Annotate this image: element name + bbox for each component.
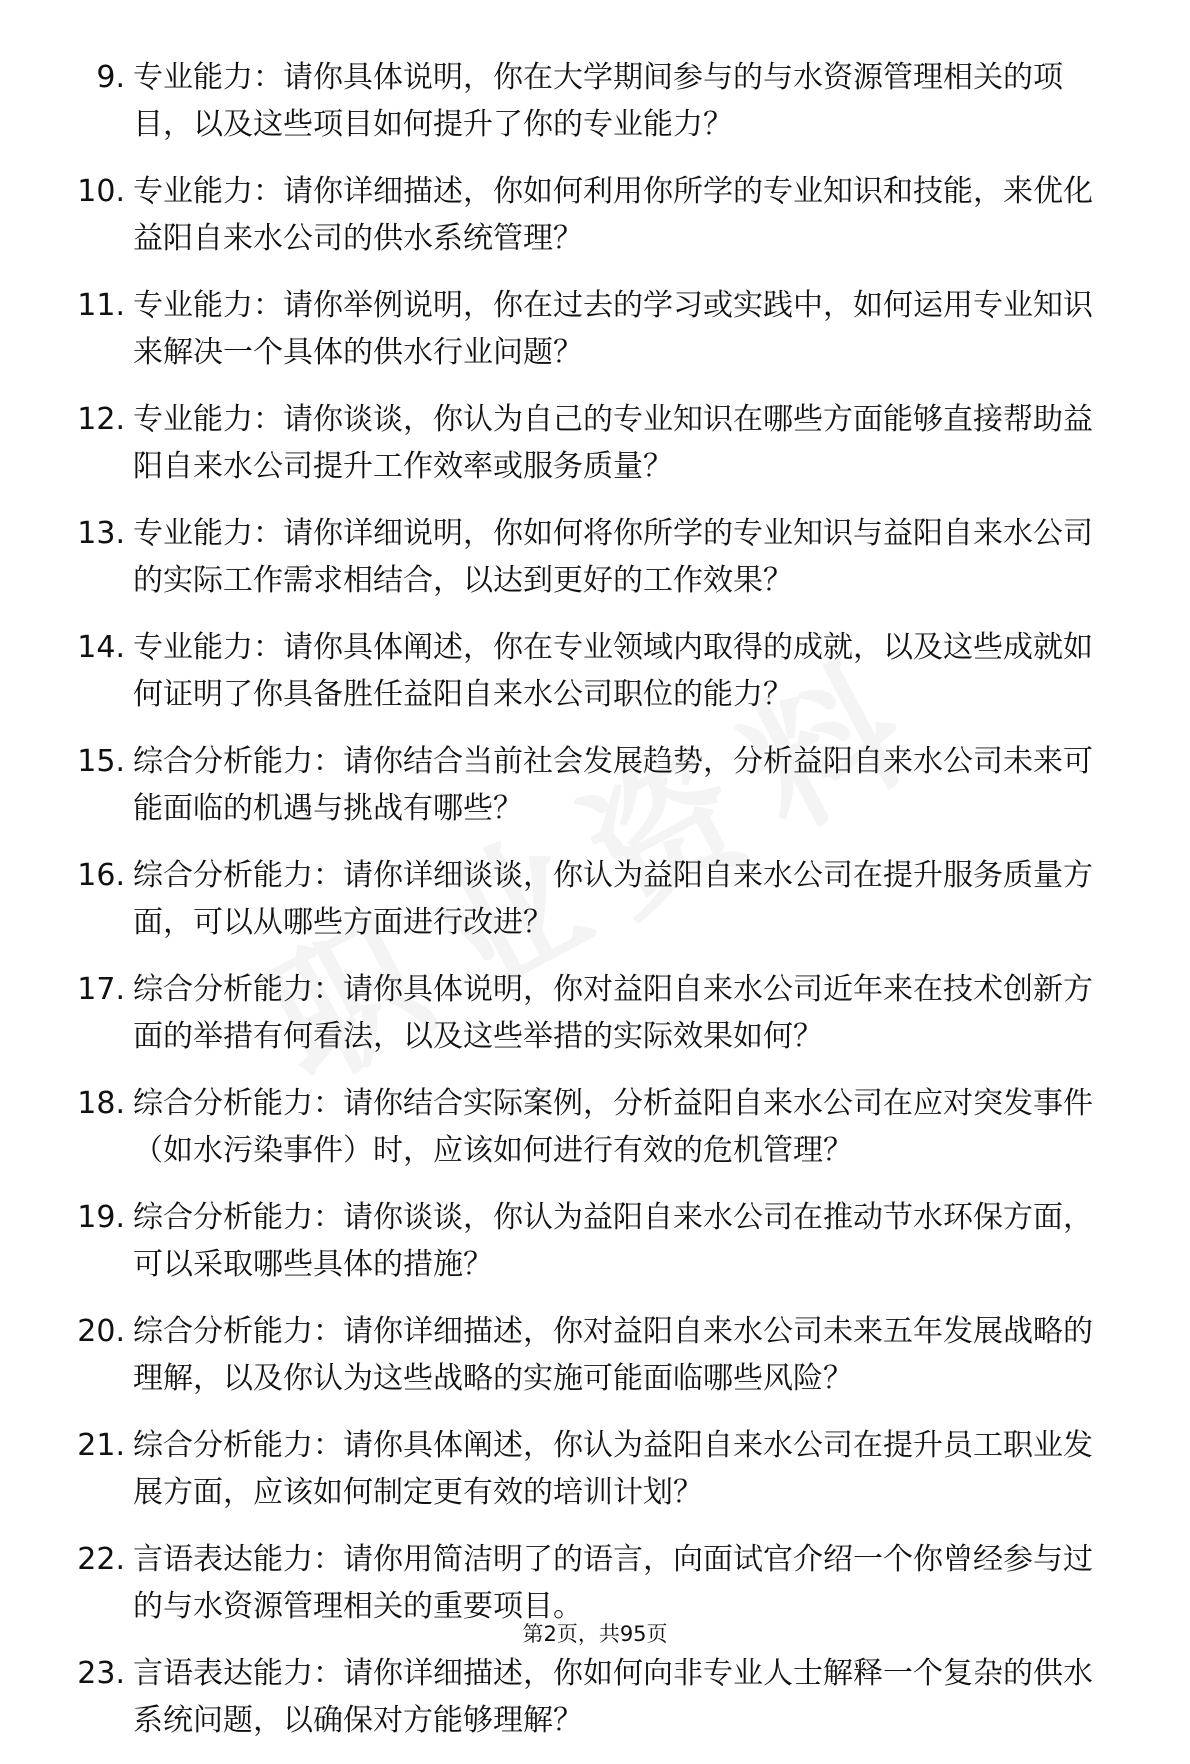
question-number: 13. xyxy=(77,516,125,551)
question-item-19 xyxy=(60,1194,1120,1308)
question-text: 综合分析能力：请你谈谈，你认为益阳自来水公司在推动节水环保方面，可以采取哪些具体的措施？ xyxy=(133,1200,1093,1282)
question-text: 专业能力：请你具体说明，你在大学期间参与的与水资源管理相关的项目，以及这些项目如何提升了你的专业能力？ xyxy=(133,60,1063,142)
question-number: 23. xyxy=(77,1656,125,1691)
page-footer: 第2页，共95页 xyxy=(522,1622,668,1646)
question-text: 综合分析能力：请你具体说明，你对益阳自来水公司近年来在技术创新方面的举措有何看法，以及这些举措的实际效果如何？ xyxy=(133,972,1093,1054)
question-number: 9. xyxy=(96,60,125,95)
question-item-10 xyxy=(60,168,1120,282)
question-item-12 xyxy=(60,396,1120,510)
question-item-17 xyxy=(60,966,1120,1080)
question-text: 专业能力：请你具体阐述，你在专业领域内取得的成就，以及这些成就如何证明了你具备胜任益阳自来水公司职位的能力？ xyxy=(133,630,1093,712)
question-text: 专业能力：请你详细说明，你如何将你所学的专业知识与益阳自来水公司的实际工作需求相结合，以达到更好的工作效果？ xyxy=(133,516,1093,598)
question-item-21 xyxy=(60,1422,1120,1536)
question-number: 18. xyxy=(77,1086,125,1121)
question-number: 14. xyxy=(77,630,125,665)
question-item-18 xyxy=(60,1080,1120,1194)
question-number: 11. xyxy=(77,288,125,323)
question-item-16 xyxy=(60,852,1120,966)
question-text: 综合分析能力：请你具体阐述，你认为益阳自来水公司在提升员工职业发展方面，应该如何制定更有效的培训计划？ xyxy=(133,1428,1093,1510)
question-item-13 xyxy=(60,510,1120,624)
question-number: 17. xyxy=(77,972,125,1007)
question-text: 综合分析能力：请你详细谈谈，你认为益阳自来水公司在提升服务质量方面，可以从哪些方面进行改进？ xyxy=(133,858,1093,940)
question-number: 16. xyxy=(77,858,125,893)
question-text: 言语表达能力：请你详细描述，你如何向非专业人士解释一个复杂的供水系统问题，以确保对方能够理解？ xyxy=(133,1656,1093,1738)
question-number: 12. xyxy=(77,402,125,437)
question-item-11 xyxy=(60,282,1120,396)
question-number: 19. xyxy=(77,1200,125,1235)
question-list xyxy=(60,54,1120,1764)
question-item-20 xyxy=(60,1308,1120,1422)
question-item-15 xyxy=(60,738,1120,852)
question-text: 综合分析能力：请你详细描述，你对益阳自来水公司未来五年发展战略的理解，以及你认为这些战略的实施可能面临哪些风险？ xyxy=(133,1314,1093,1396)
question-item-23 xyxy=(60,1650,1120,1764)
question-number: 20. xyxy=(77,1314,125,1349)
question-text: 综合分析能力：请你结合实际案例，分析益阳自来水公司在应对突发事件（如水污染事件）时，应该如何进行有效的危机管理？ xyxy=(133,1086,1093,1168)
question-number: 21. xyxy=(77,1428,125,1463)
question-item-14 xyxy=(60,624,1120,738)
question-text: 专业能力：请你谈谈，你认为自己的专业知识在哪些方面能够直接帮助益阳自来水公司提升工作效率或服务质量？ xyxy=(133,402,1093,484)
question-text: 综合分析能力：请你结合当前社会发展趋势，分析益阳自来水公司未来可能面临的机遇与挑战有哪些？ xyxy=(133,744,1093,826)
question-item-9 xyxy=(60,54,1120,168)
question-number: 22. xyxy=(77,1542,125,1577)
question-text: 专业能力：请你举例说明，你在过去的学习或实践中，如何运用专业知识来解决一个具体的供水行业问题？ xyxy=(133,288,1093,370)
question-text: 言语表达能力：请你用简洁明了的语言，向面试官介绍一个你曾经参与过的与水资源管理相关的重要项目。 xyxy=(133,1542,1093,1624)
question-text: 专业能力：请你详细描述，你如何利用你所学的专业知识和技能，来优化益阳自来水公司的供水系统管理？ xyxy=(133,174,1093,256)
question-number: 15. xyxy=(77,744,125,779)
question-number: 10. xyxy=(77,174,125,209)
